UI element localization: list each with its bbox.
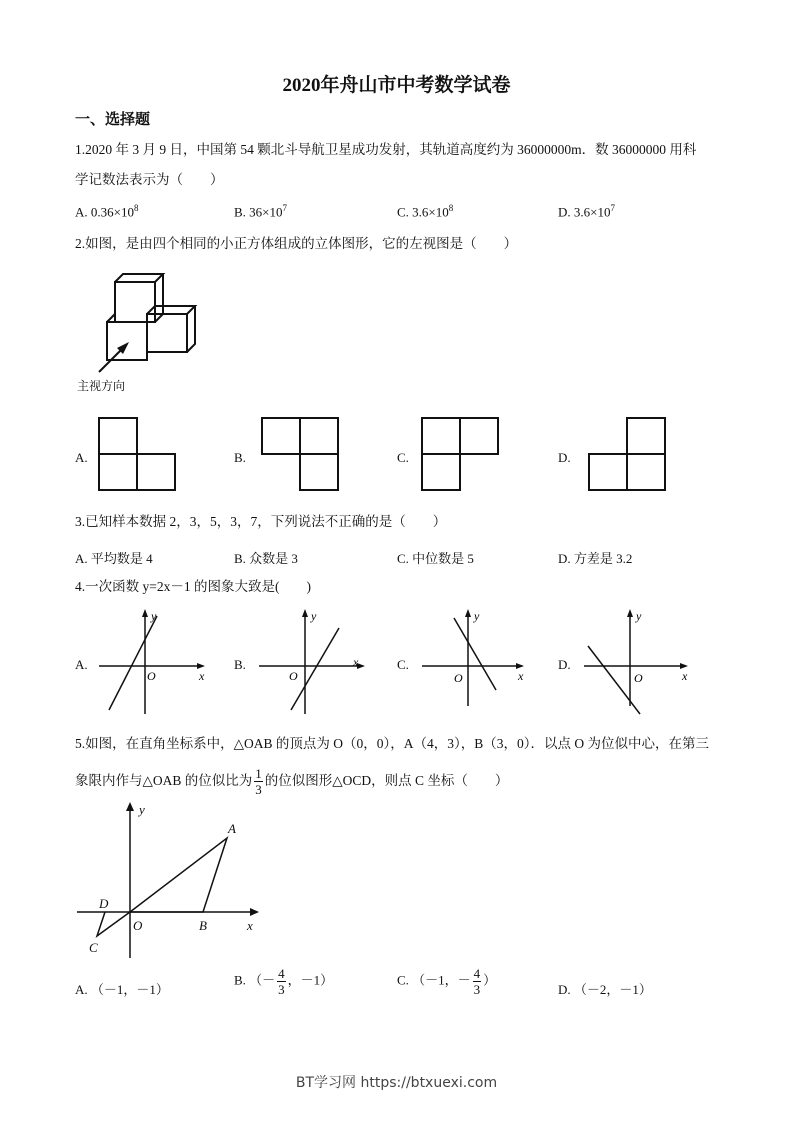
q3-text: 3.已知样本数据 2，3，5，3，7，下列说法不正确的是（ ）: [75, 514, 447, 529]
svg-text:x: x: [518, 669, 524, 683]
q5-option-c: C. （－1，－ $\frac{4}{3}$ ）: [397, 966, 497, 997]
q5-option-d: D. （－2，－1）: [558, 982, 652, 997]
q2-option-b: B.: [234, 450, 246, 465]
q1-line2: 学记数法表示为（ ）: [75, 172, 224, 187]
q2-figure-label: 主视方向: [77, 379, 126, 393]
q3-option-a: A. 平均数是 4: [75, 551, 153, 566]
svg-text:D: D: [99, 896, 109, 911]
q4-option-c: C.: [397, 657, 409, 672]
svg-text:A: A: [228, 821, 236, 836]
q1-line1: 1.2020 年 3 月 9 日，中国第 54 颗北斗导航卫星成功发射，其轨道高度约为 36000000m．数 36000000 用科: [75, 142, 697, 157]
q3-option-c: C. 中位数是 5: [397, 551, 474, 566]
q4-option-a: A.: [75, 657, 88, 672]
q2-option-a: A.: [75, 450, 88, 465]
q4-option-b-graph: [255, 606, 370, 718]
page-title: 2020年舟山市中考数学试卷: [282, 75, 511, 96]
q4-option-d: D.: [558, 657, 571, 672]
svg-text:y: y: [636, 609, 642, 623]
svg-text:O: O: [634, 671, 643, 685]
svg-text:y: y: [151, 609, 157, 623]
q4-option-d-graph: [580, 606, 695, 718]
q2-option-b-figure: [258, 414, 344, 494]
section-heading: 一、选择题: [75, 112, 151, 128]
q1-option-d: D. $3.6\times 10^7$: [558, 203, 615, 220]
q2-cube-figure: [75, 268, 207, 396]
q5-line1: 5.如图，在直角坐标系中，△OAB 的顶点为 O（0，0），A（4，3），B（3，0）．以点 O 为位似中心，在第三: [75, 736, 710, 751]
q2-option-d: D.: [558, 450, 571, 465]
q5-coordinate-figure: [75, 800, 265, 962]
q3-option-d: D. 方差是 3.2: [558, 551, 633, 566]
svg-text:O: O: [133, 918, 143, 933]
q1-option-b: B. $36\times 10^7$: [234, 203, 288, 220]
svg-text:O: O: [289, 669, 298, 683]
svg-text:x: x: [682, 669, 688, 683]
q2-option-a-figure: [95, 414, 181, 494]
q2-text: 2.如图，是由四个相同的小正方体组成的立体图形，它的左视图是（ ）: [75, 236, 518, 251]
svg-text:O: O: [454, 671, 463, 685]
q2-option-c: C.: [397, 450, 409, 465]
q4-text: 4.一次函数 y=2x－1 的图象大致是( ): [75, 579, 311, 594]
svg-text:x: x: [199, 669, 205, 683]
svg-text:y: y: [139, 802, 145, 817]
svg-text:y: y: [474, 609, 480, 623]
q3-option-b: B. 众数是 3: [234, 551, 298, 566]
q1-option-c: C. $3.6\times 10^8$: [397, 203, 454, 220]
svg-text:x: x: [247, 918, 253, 933]
svg-text:O: O: [147, 669, 156, 683]
q5-option-b: B. （－ $\frac{4}{3}$ ，－1）: [234, 966, 334, 997]
svg-text:y: y: [311, 609, 317, 623]
q1-option-a: A. $0.36\times 10^8$: [75, 203, 139, 220]
q2-option-d-figure: [585, 414, 671, 494]
svg-text:B: B: [199, 918, 207, 933]
svg-text:C: C: [89, 940, 98, 955]
q5-option-a: A. （－1，－1）: [75, 982, 169, 997]
q4-option-c-graph: [418, 606, 533, 718]
svg-text:x: x: [353, 655, 359, 669]
q4-option-b: B.: [234, 657, 246, 672]
q2-option-c-figure: [418, 414, 504, 494]
q5-fraction: $\frac{1}{3}$: [255, 766, 262, 798]
q4-option-a-graph: [95, 606, 210, 718]
q5-line2: 象限内作与△OAB 的位似比为 $\frac{1}{3}$ 的位似图形△OCD，则点 C 坐标（ ）: [75, 766, 509, 798]
footer-watermark: BT学习网 https://btxuexi.com: [295, 1075, 498, 1091]
